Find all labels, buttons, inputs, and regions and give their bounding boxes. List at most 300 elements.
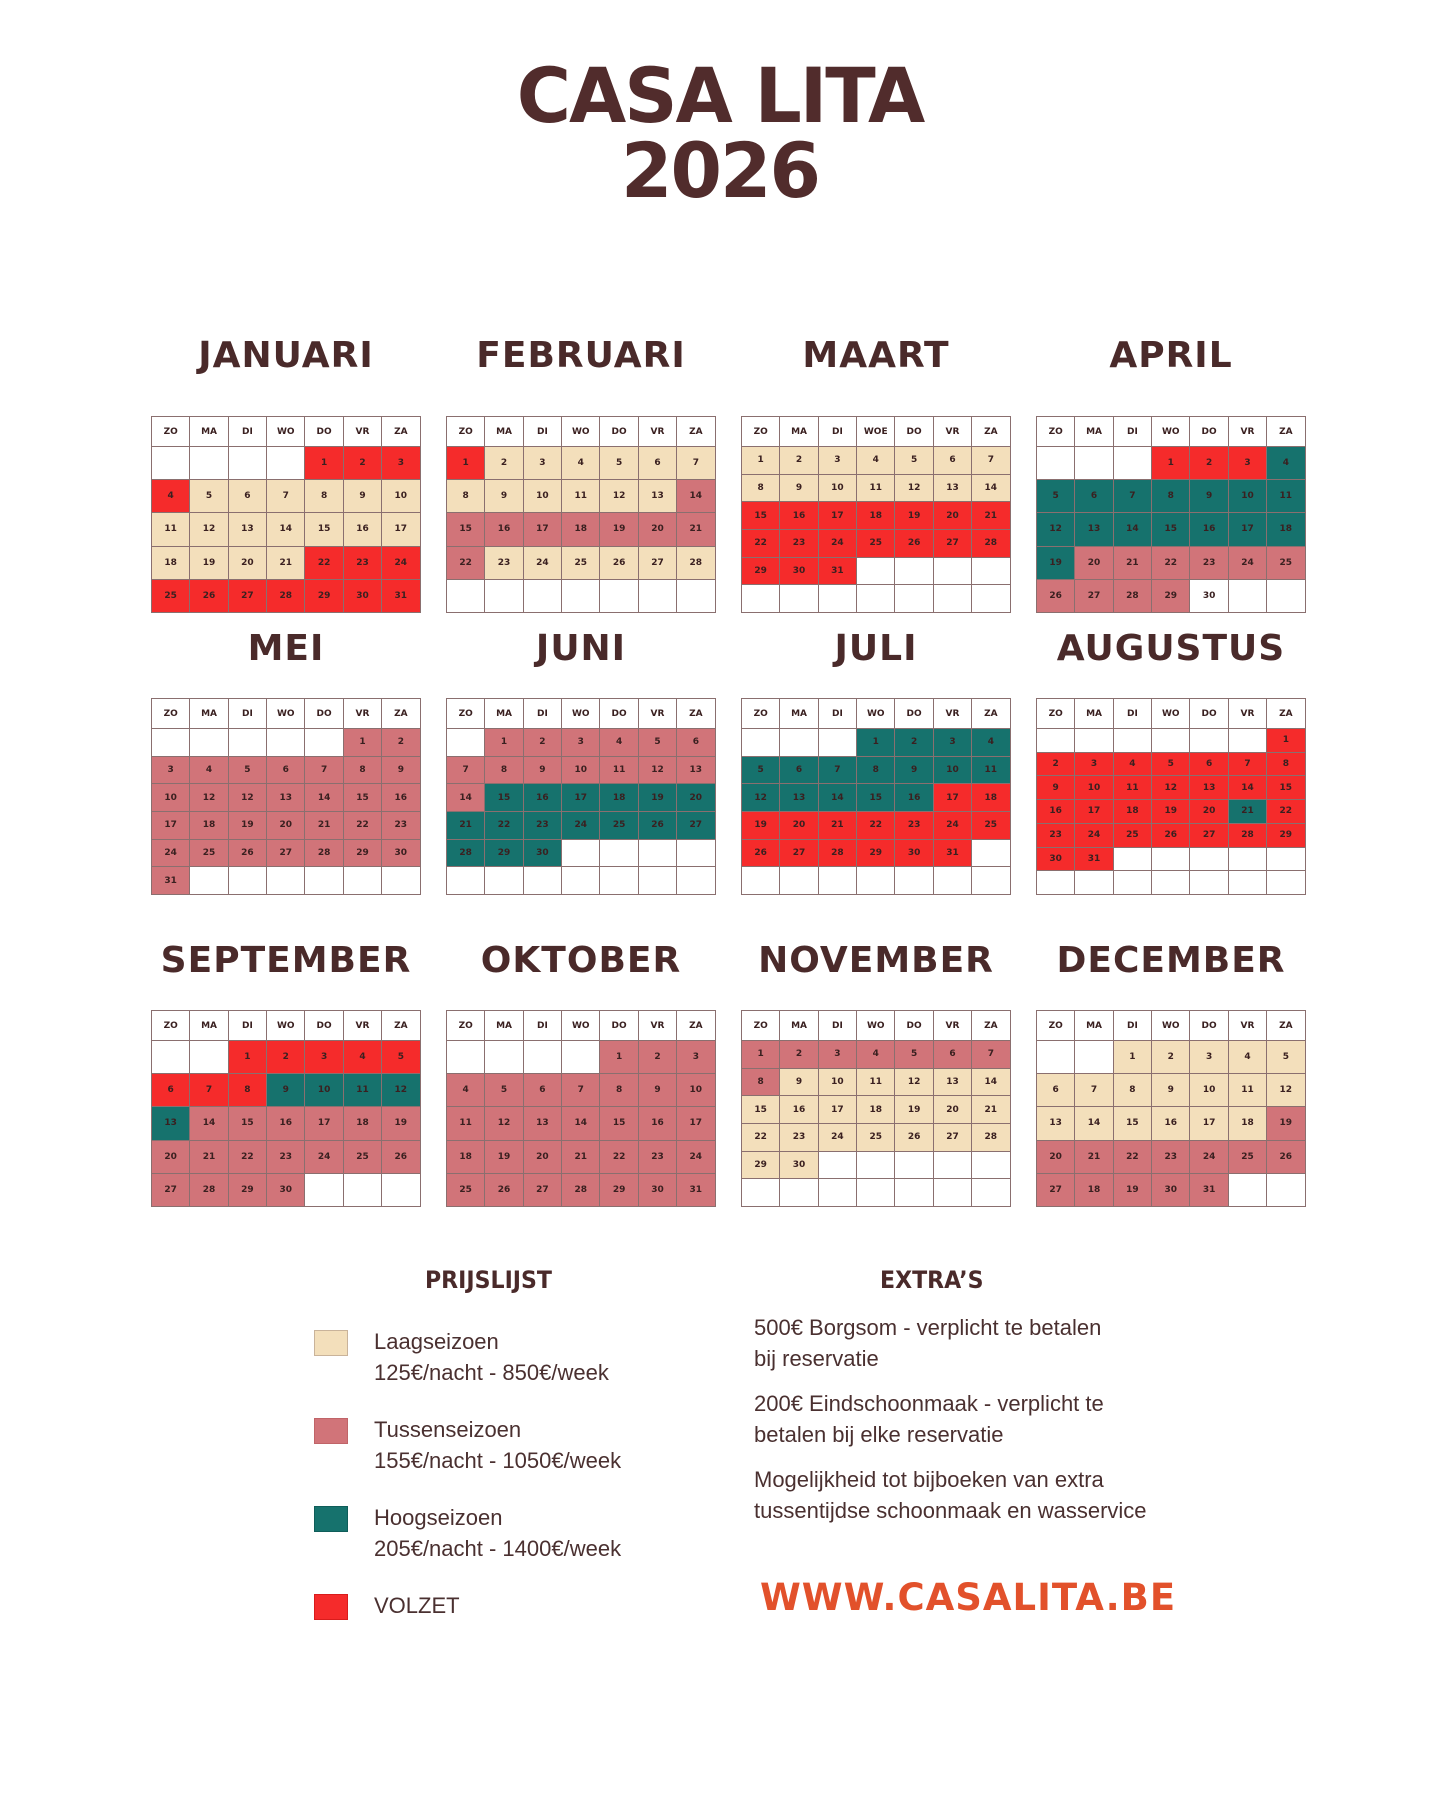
legend-label-hoogseizoen: Hoogseizoen xyxy=(374,1505,503,1530)
weekday-header: WO xyxy=(562,417,600,447)
day-cell: 25 xyxy=(562,547,600,580)
day-cell: 30 xyxy=(639,1174,677,1207)
day-cell: 17 xyxy=(562,784,600,812)
empty-cell xyxy=(639,580,677,613)
month-grid xyxy=(741,1010,1011,1207)
day-cell: 6 xyxy=(639,447,677,480)
day-cell: 6 xyxy=(1075,480,1113,513)
day-cell: 14 xyxy=(267,513,305,546)
day-cell: 17 xyxy=(382,513,420,546)
day-cell: 7 xyxy=(1075,1074,1113,1107)
day-cell: 16 xyxy=(485,513,523,546)
day-cell: 20 xyxy=(677,784,715,812)
day-cell: 31 xyxy=(1190,1174,1228,1207)
weekday-header: DO xyxy=(1190,1011,1228,1041)
day-cell: 5 xyxy=(895,1041,933,1069)
day-cell: 22 xyxy=(447,547,485,580)
empty-cell xyxy=(600,580,638,613)
day-cell: 26 xyxy=(639,812,677,840)
day-cell: 6 xyxy=(934,447,972,475)
day-cell: 20 xyxy=(1190,800,1228,824)
legend-label-volzet: VOLZET xyxy=(374,1593,460,1618)
weekday-header: ZO xyxy=(152,417,190,447)
empty-cell xyxy=(305,729,343,757)
day-cell: 1 xyxy=(1267,729,1305,753)
weekday-header: WO xyxy=(1152,699,1190,729)
empty-cell xyxy=(742,867,780,895)
day-cell: 9 xyxy=(780,475,818,503)
day-cell: 13 xyxy=(1075,513,1113,546)
day-cell: 10 xyxy=(1075,776,1113,800)
day-cell: 17 xyxy=(934,784,972,812)
day-cell: 22 xyxy=(344,812,382,840)
day-cell: 7 xyxy=(562,1074,600,1107)
empty-cell xyxy=(780,729,818,757)
day-cell: 13 xyxy=(780,784,818,812)
weekday-header: ZA xyxy=(1267,1011,1305,1041)
day-cell: 14 xyxy=(972,475,1010,503)
day-cell: 9 xyxy=(382,757,420,785)
empty-cell xyxy=(742,1179,780,1207)
weekday-header: ZA xyxy=(382,699,420,729)
empty-cell xyxy=(1267,580,1305,613)
day-cell: 15 xyxy=(305,513,343,546)
day-cell: 30 xyxy=(895,840,933,868)
day-cell: 24 xyxy=(1229,547,1267,580)
day-cell: 24 xyxy=(382,547,420,580)
day-cell: 9 xyxy=(1152,1074,1190,1107)
day-cell: 1 xyxy=(305,447,343,480)
day-cell: 29 xyxy=(600,1174,638,1207)
pricelist-title: PRIJSLIJST xyxy=(425,1266,552,1294)
day-cell: 25 xyxy=(1267,547,1305,580)
day-cell: 12 xyxy=(1037,513,1075,546)
empty-cell xyxy=(972,867,1010,895)
month-name: MAART xyxy=(802,335,950,376)
day-cell: 30 xyxy=(1190,580,1228,613)
day-cell: 26 xyxy=(1152,824,1190,848)
empty-cell xyxy=(229,867,267,895)
empty-cell xyxy=(742,585,780,613)
day-cell: 26 xyxy=(485,1174,523,1207)
weekday-header: ZO xyxy=(1037,699,1075,729)
empty-cell xyxy=(972,585,1010,613)
day-cell: 20 xyxy=(1037,1141,1075,1174)
day-cell: 7 xyxy=(1229,753,1267,777)
extra-item-wasservice-line1: Mogelijkheid tot bijboeken van extra xyxy=(754,1467,1104,1492)
day-cell: 14 xyxy=(562,1107,600,1140)
day-cell: 8 xyxy=(600,1074,638,1107)
day-cell: 2 xyxy=(780,447,818,475)
day-cell: 8 xyxy=(447,480,485,513)
day-cell: 28 xyxy=(677,547,715,580)
day-cell: 7 xyxy=(972,447,1010,475)
day-cell: 16 xyxy=(780,1096,818,1124)
day-cell: 10 xyxy=(934,757,972,785)
day-cell: 15 xyxy=(857,784,895,812)
day-cell: 3 xyxy=(1229,447,1267,480)
legend-label-tussenseizoen: Tussenseizoen xyxy=(374,1417,522,1442)
extra-item-borgsom-line1: 500€ Borgsom - verplicht te betalen xyxy=(754,1315,1102,1340)
empty-cell xyxy=(857,1152,895,1180)
day-cell: 28 xyxy=(190,1174,228,1207)
month-name: DECEMBER xyxy=(1056,940,1286,981)
month-name: SEPTEMBER xyxy=(160,940,412,981)
day-cell: 18 xyxy=(152,547,190,580)
day-cell: 9 xyxy=(895,757,933,785)
weekday-header: VR xyxy=(934,417,972,447)
day-cell: 11 xyxy=(600,757,638,785)
empty-cell xyxy=(600,840,638,868)
day-cell: 10 xyxy=(819,1069,857,1097)
day-cell: 1 xyxy=(1114,1041,1152,1074)
empty-cell xyxy=(1114,447,1152,480)
day-cell: 9 xyxy=(344,480,382,513)
weekday-header: MA xyxy=(1075,699,1113,729)
day-cell: 17 xyxy=(819,502,857,530)
day-cell: 19 xyxy=(1152,800,1190,824)
day-cell: 3 xyxy=(305,1041,343,1074)
empty-cell xyxy=(1152,729,1190,753)
day-cell: 31 xyxy=(819,558,857,586)
day-cell: 29 xyxy=(742,1152,780,1180)
empty-cell xyxy=(819,1152,857,1180)
empty-cell xyxy=(934,1152,972,1180)
day-cell: 23 xyxy=(895,812,933,840)
day-cell: 16 xyxy=(524,784,562,812)
empty-cell xyxy=(895,867,933,895)
empty-cell xyxy=(972,1179,1010,1207)
legend-swatch-laagseizoen xyxy=(314,1330,348,1356)
day-cell: 4 xyxy=(190,757,228,785)
extra-item-eindschoonmaak-line2: betalen bij elke reservatie xyxy=(754,1422,1004,1447)
day-cell: 19 xyxy=(382,1107,420,1140)
day-cell: 26 xyxy=(895,530,933,558)
day-cell: 22 xyxy=(1114,1141,1152,1174)
day-cell: 19 xyxy=(742,812,780,840)
weekday-header: VR xyxy=(1229,699,1267,729)
weekday-header: VR xyxy=(934,699,972,729)
day-cell: 8 xyxy=(344,757,382,785)
day-cell: 1 xyxy=(742,1041,780,1069)
day-cell: 14 xyxy=(677,480,715,513)
empty-cell xyxy=(562,580,600,613)
empty-cell xyxy=(1037,447,1075,480)
day-cell: 23 xyxy=(267,1141,305,1174)
day-cell: 23 xyxy=(780,1124,818,1152)
day-cell: 4 xyxy=(972,729,1010,757)
day-cell: 29 xyxy=(1152,580,1190,613)
empty-cell xyxy=(382,867,420,895)
day-cell: 9 xyxy=(267,1074,305,1107)
day-cell: 11 xyxy=(972,757,1010,785)
empty-cell xyxy=(1267,848,1305,872)
weekday-header: WO xyxy=(857,1011,895,1041)
day-cell: 23 xyxy=(382,812,420,840)
day-cell: 25 xyxy=(152,580,190,613)
weekday-header: ZO xyxy=(742,417,780,447)
extra-item-eindschoonmaak-line1: 200€ Eindschoonmaak - verplicht te xyxy=(754,1391,1104,1416)
day-cell: 14 xyxy=(972,1069,1010,1097)
weekday-header: DI xyxy=(819,1011,857,1041)
day-cell: 28 xyxy=(1114,580,1152,613)
day-cell: 7 xyxy=(819,757,857,785)
weekday-header: DI xyxy=(229,1011,267,1041)
day-cell: 5 xyxy=(600,447,638,480)
day-cell: 20 xyxy=(934,502,972,530)
legend-price-laagseizoen: 125€/nacht - 850€/week xyxy=(374,1360,609,1385)
month-grid xyxy=(446,416,716,613)
day-cell: 18 xyxy=(1114,800,1152,824)
empty-cell xyxy=(562,1041,600,1074)
day-cell: 17 xyxy=(1229,513,1267,546)
month-name: NOVEMBER xyxy=(758,940,994,981)
weekday-header: WO xyxy=(1152,1011,1190,1041)
day-cell: 11 xyxy=(152,513,190,546)
extra-item-eindschoonmaak xyxy=(754,1388,1174,1450)
empty-cell xyxy=(1229,729,1267,753)
day-cell: 24 xyxy=(524,547,562,580)
day-cell: 15 xyxy=(742,1096,780,1124)
day-cell: 27 xyxy=(1037,1174,1075,1207)
weekday-header: VR xyxy=(344,699,382,729)
day-cell: 5 xyxy=(639,729,677,757)
day-cell: 21 xyxy=(677,513,715,546)
legend-price-tussenseizoen: 155€/nacht - 1050€/week xyxy=(374,1448,622,1473)
day-cell: 28 xyxy=(972,530,1010,558)
day-cell: 28 xyxy=(267,580,305,613)
day-cell: 4 xyxy=(1267,447,1305,480)
month-grid xyxy=(1036,1010,1306,1207)
weekday-header: DI xyxy=(819,699,857,729)
weekday-header: ZO xyxy=(447,417,485,447)
weekday-header: DI xyxy=(1114,699,1152,729)
day-cell: 4 xyxy=(600,729,638,757)
day-cell: 24 xyxy=(305,1141,343,1174)
day-cell: 22 xyxy=(742,530,780,558)
day-cell: 16 xyxy=(895,784,933,812)
empty-cell xyxy=(639,867,677,895)
day-cell: 15 xyxy=(485,784,523,812)
day-cell: 27 xyxy=(267,840,305,868)
weekday-header: MA xyxy=(780,1011,818,1041)
empty-cell xyxy=(934,867,972,895)
weekday-header: DO xyxy=(895,699,933,729)
weekday-header: WO xyxy=(267,1011,305,1041)
day-cell: 13 xyxy=(152,1107,190,1140)
website-link[interactable]: WWW.CASALITA.BE xyxy=(760,1576,1177,1619)
extra-item-wasservice xyxy=(754,1464,1174,1526)
day-cell: 2 xyxy=(485,447,523,480)
day-cell: 13 xyxy=(267,784,305,812)
day-cell: 23 xyxy=(1190,547,1228,580)
day-cell: 23 xyxy=(524,812,562,840)
extras-title: EXTRA’S xyxy=(880,1266,984,1294)
day-cell: 11 xyxy=(562,480,600,513)
day-cell: 20 xyxy=(267,812,305,840)
empty-cell xyxy=(972,558,1010,586)
day-cell: 3 xyxy=(934,729,972,757)
day-cell: 14 xyxy=(1114,513,1152,546)
day-cell: 7 xyxy=(677,447,715,480)
day-cell: 14 xyxy=(305,784,343,812)
day-cell: 10 xyxy=(562,757,600,785)
day-cell: 5 xyxy=(742,757,780,785)
weekday-header: ZA xyxy=(1267,417,1305,447)
title-line-2: 2026 xyxy=(621,127,819,216)
day-cell: 12 xyxy=(639,757,677,785)
day-cell: 13 xyxy=(229,513,267,546)
day-cell: 29 xyxy=(305,580,343,613)
day-cell: 4 xyxy=(857,1041,895,1069)
empty-cell xyxy=(1114,871,1152,895)
day-cell: 12 xyxy=(190,784,228,812)
day-cell: 13 xyxy=(934,1069,972,1097)
day-cell: 1 xyxy=(229,1041,267,1074)
day-cell: 10 xyxy=(1229,480,1267,513)
day-cell: 18 xyxy=(447,1141,485,1174)
empty-cell xyxy=(562,867,600,895)
day-cell: 18 xyxy=(972,784,1010,812)
empty-cell xyxy=(1075,1041,1113,1074)
day-cell: 27 xyxy=(1190,824,1228,848)
weekday-header: DI xyxy=(229,417,267,447)
day-cell: 26 xyxy=(1267,1141,1305,1174)
empty-cell xyxy=(1229,848,1267,872)
day-cell: 26 xyxy=(742,840,780,868)
day-cell: 18 xyxy=(1229,1107,1267,1140)
weekday-header: ZA xyxy=(972,699,1010,729)
day-cell: 7 xyxy=(1114,480,1152,513)
weekday-header: DI xyxy=(524,1011,562,1041)
empty-cell xyxy=(267,729,305,757)
empty-cell xyxy=(1267,1174,1305,1207)
day-cell: 12 xyxy=(485,1107,523,1140)
day-cell: 29 xyxy=(1267,824,1305,848)
day-cell: 14 xyxy=(1229,776,1267,800)
legend-swatch-tussenseizoen xyxy=(314,1418,348,1444)
empty-cell xyxy=(819,867,857,895)
day-cell: 2 xyxy=(382,729,420,757)
day-cell: 17 xyxy=(305,1107,343,1140)
day-cell: 11 xyxy=(344,1074,382,1107)
day-cell: 21 xyxy=(267,547,305,580)
day-cell: 27 xyxy=(1075,580,1113,613)
day-cell: 13 xyxy=(677,757,715,785)
empty-cell xyxy=(895,1179,933,1207)
day-cell: 27 xyxy=(229,580,267,613)
day-cell: 26 xyxy=(382,1141,420,1174)
day-cell: 20 xyxy=(934,1096,972,1124)
month-grid xyxy=(741,416,1011,613)
day-cell: 30 xyxy=(780,1152,818,1180)
empty-cell xyxy=(857,585,895,613)
empty-cell xyxy=(1114,729,1152,753)
weekday-header: ZA xyxy=(1267,699,1305,729)
month-name: MEI xyxy=(247,628,325,669)
day-cell: 21 xyxy=(819,812,857,840)
day-cell: 10 xyxy=(524,480,562,513)
day-cell: 7 xyxy=(267,480,305,513)
day-cell: 1 xyxy=(742,447,780,475)
day-cell: 13 xyxy=(934,475,972,503)
weekday-header: VR xyxy=(639,417,677,447)
day-cell: 17 xyxy=(819,1096,857,1124)
month-grid xyxy=(151,1010,421,1207)
weekday-header: WO xyxy=(562,699,600,729)
day-cell: 19 xyxy=(1037,547,1075,580)
weekday-header: WO xyxy=(267,417,305,447)
day-cell: 16 xyxy=(344,513,382,546)
day-cell: 15 xyxy=(1152,513,1190,546)
day-cell: 15 xyxy=(742,502,780,530)
weekday-header: MA xyxy=(780,417,818,447)
day-cell: 5 xyxy=(229,757,267,785)
day-cell: 28 xyxy=(447,840,485,868)
day-cell: 18 xyxy=(344,1107,382,1140)
day-cell: 7 xyxy=(190,1074,228,1107)
day-cell: 21 xyxy=(972,1096,1010,1124)
empty-cell xyxy=(485,867,523,895)
empty-cell xyxy=(524,580,562,613)
weekday-header: VR xyxy=(1229,417,1267,447)
day-cell: 8 xyxy=(229,1074,267,1107)
empty-cell xyxy=(1267,871,1305,895)
day-cell: 14 xyxy=(190,1107,228,1140)
weekday-header: MA xyxy=(485,417,523,447)
day-cell: 4 xyxy=(152,480,190,513)
day-cell: 18 xyxy=(857,502,895,530)
day-cell: 3 xyxy=(562,729,600,757)
day-cell: 2 xyxy=(639,1041,677,1074)
day-cell: 19 xyxy=(190,547,228,580)
month-name: JUNI xyxy=(535,628,627,669)
weekday-header: ZO xyxy=(152,1011,190,1041)
empty-cell xyxy=(895,558,933,586)
weekday-header: ZA xyxy=(677,699,715,729)
day-cell: 31 xyxy=(152,867,190,895)
day-cell: 18 xyxy=(600,784,638,812)
day-cell: 2 xyxy=(895,729,933,757)
legend-label-laagseizoen: Laagseizoen xyxy=(374,1329,499,1354)
day-cell: 14 xyxy=(819,784,857,812)
day-cell: 20 xyxy=(152,1141,190,1174)
day-cell: 6 xyxy=(934,1041,972,1069)
day-cell: 3 xyxy=(677,1041,715,1074)
weekday-header: ZO xyxy=(742,1011,780,1041)
day-cell: 27 xyxy=(524,1174,562,1207)
day-cell: 1 xyxy=(857,729,895,757)
day-cell: 24 xyxy=(934,812,972,840)
day-cell: 12 xyxy=(1267,1074,1305,1107)
day-cell: 2 xyxy=(1152,1041,1190,1074)
day-cell: 8 xyxy=(305,480,343,513)
day-cell: 4 xyxy=(562,447,600,480)
empty-cell xyxy=(972,1152,1010,1180)
empty-cell xyxy=(562,840,600,868)
empty-cell xyxy=(742,729,780,757)
day-cell: 2 xyxy=(780,1041,818,1069)
weekday-header: MA xyxy=(190,699,228,729)
day-cell: 18 xyxy=(190,812,228,840)
day-cell: 5 xyxy=(1037,480,1075,513)
day-cell: 24 xyxy=(819,1124,857,1152)
empty-cell xyxy=(485,580,523,613)
empty-cell xyxy=(344,867,382,895)
empty-cell xyxy=(895,585,933,613)
month-name: APRIL xyxy=(1109,335,1233,376)
day-cell: 29 xyxy=(229,1174,267,1207)
